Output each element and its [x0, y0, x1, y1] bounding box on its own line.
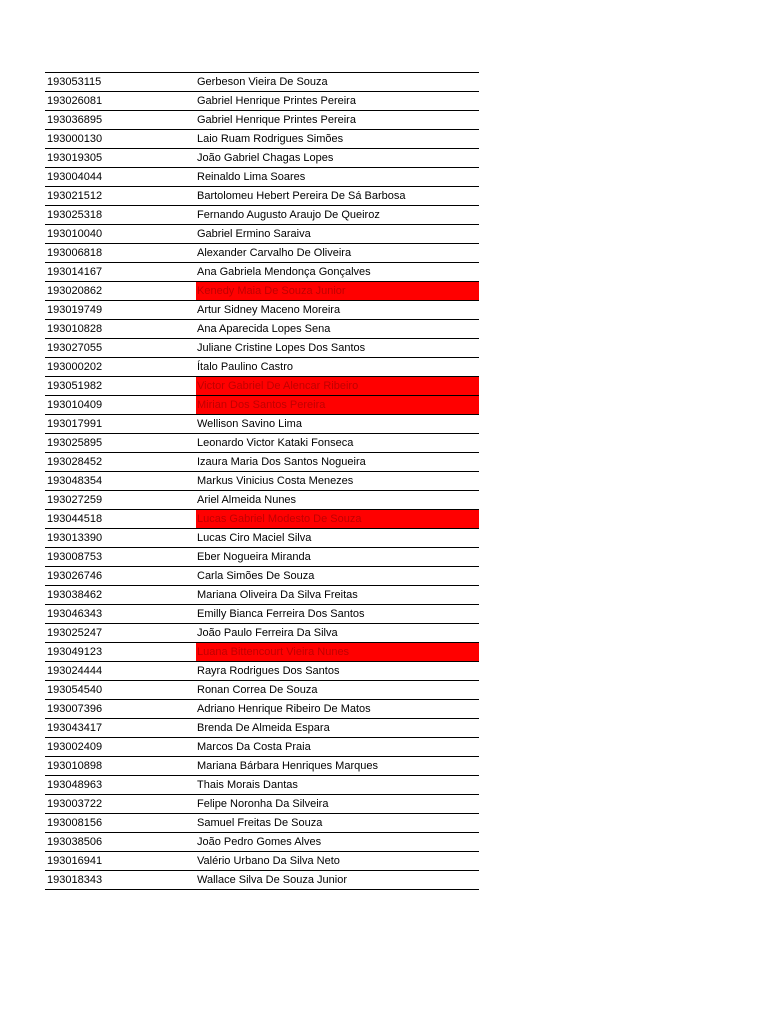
registration-id-cell: 193053115: [47, 76, 102, 88]
student-name-cell: Marcos Da Costa Praia: [197, 741, 311, 753]
student-name-cell: João Pedro Gomes Alves: [197, 836, 322, 848]
student-name-cell: Kenedy Maia De Souza Junior: [196, 282, 479, 300]
table-row: [45, 719, 479, 738]
table-row: [45, 757, 479, 776]
student-name-cell: Gabriel Henrique Printes Pereira: [197, 114, 356, 126]
table-row-highlighted: [45, 643, 479, 662]
table-body: [45, 72, 479, 890]
student-name-cell: Izaura Maria Dos Santos Nogueira: [197, 456, 366, 468]
registration-id-cell: 193019305: [47, 152, 103, 164]
table-row: [45, 548, 479, 567]
registration-id-cell: 193048354: [47, 475, 103, 487]
registration-id-cell: 193010828: [47, 323, 103, 335]
student-list-table: [45, 72, 479, 890]
table-row: [45, 73, 479, 92]
registration-id-cell: 193038506: [47, 836, 103, 848]
registration-id-cell: 193010898: [47, 760, 103, 772]
registration-id-cell: 193010040: [47, 228, 103, 240]
table-row: [45, 320, 479, 339]
registration-id-cell: 193036895: [47, 114, 103, 126]
student-name-cell: Markus Vinicius Costa Menezes: [197, 475, 354, 487]
student-name-cell: Ronan Correa De Souza: [197, 684, 318, 696]
student-name-cell: Emilly Bianca Ferreira Dos Santos: [197, 608, 365, 620]
student-name-cell: Wellison Savino Lima: [197, 418, 302, 430]
table-row: [45, 206, 479, 225]
registration-id-cell: 193021512: [47, 190, 103, 202]
registration-id-cell: 193026746: [47, 570, 103, 582]
table-row: [45, 738, 479, 757]
registration-id-cell: 193043417: [47, 722, 103, 734]
table-row: [45, 92, 479, 111]
registration-id-cell: 193004044: [47, 171, 103, 183]
student-name-cell: Mirian Dos Santos Pereira: [196, 396, 479, 414]
table-row: [45, 491, 479, 510]
student-name-cell: Ana Gabriela Mendonça Gonçalves: [197, 266, 371, 278]
table-row: [45, 700, 479, 719]
table-row: [45, 453, 479, 472]
student-name-cell: Valério Urbano Da Silva Neto: [197, 855, 340, 867]
registration-id-cell: 193019749: [47, 304, 103, 316]
table-row: [45, 814, 479, 833]
registration-id-cell: 193008156: [47, 817, 103, 829]
table-row: [45, 833, 479, 852]
student-name-cell: Carla Simões De Souza: [197, 570, 315, 582]
table-row: [45, 567, 479, 586]
student-name-cell: Rayra Rodrigues Dos Santos: [197, 665, 340, 677]
student-name-cell: Thais Morais Dantas: [197, 779, 298, 791]
table-row: [45, 662, 479, 681]
student-name-cell: Samuel Freitas De Souza: [197, 817, 323, 829]
table-row: [45, 301, 479, 320]
registration-id-cell: 193044518: [47, 513, 103, 525]
student-name-cell: Ana Aparecida Lopes Sena: [197, 323, 331, 335]
student-name-cell: Gabriel Henrique Printes Pereira: [197, 95, 356, 107]
table-row: [45, 605, 479, 624]
student-name-cell: Mariana Oliveira Da Silva Freitas: [197, 589, 358, 601]
table-row-highlighted: [45, 377, 479, 396]
registration-id-cell: 193024444: [47, 665, 103, 677]
student-name-cell: Lucas Ciro Maciel Silva: [197, 532, 312, 544]
table-row: [45, 624, 479, 643]
table-row: [45, 244, 479, 263]
student-name-cell: Fernando Augusto Araujo De Queiroz: [197, 209, 380, 221]
registration-id-cell: 193027259: [47, 494, 103, 506]
registration-id-cell: 193013390: [47, 532, 103, 544]
registration-id-cell: 193008753: [47, 551, 103, 563]
registration-id-cell: 193027055: [47, 342, 103, 354]
registration-id-cell: 193046343: [47, 608, 103, 620]
table-row: [45, 339, 479, 358]
table-row: [45, 681, 479, 700]
registration-id-cell: 193051982: [47, 380, 103, 392]
student-name-cell: Eber Nogueira Miranda: [197, 551, 311, 563]
student-name-cell: Mariana Bárbara Henriques Marques: [197, 760, 378, 772]
student-name-cell: Alexander Carvalho De Oliveira: [197, 247, 352, 259]
registration-id-cell: 193017991: [47, 418, 103, 430]
registration-id-cell: 193020862: [47, 285, 103, 297]
registration-id-cell: 193010409: [47, 399, 103, 411]
student-name-cell: Leonardo Victor Kataki Fonseca: [197, 437, 354, 449]
table-row: [45, 130, 479, 149]
registration-id-cell: 193028452: [47, 456, 103, 468]
student-name-cell: João Gabriel Chagas Lopes: [197, 152, 334, 164]
registration-id-cell: 193000130: [47, 133, 103, 145]
table-row: [45, 472, 479, 491]
table-row-highlighted: [45, 282, 479, 301]
registration-id-cell: 193002409: [47, 741, 103, 753]
student-name-cell: João Paulo Ferreira Da Silva: [197, 627, 338, 639]
student-name-cell: Ítalo Paulino Castro: [197, 361, 293, 373]
student-name-cell: Victor Gabriel De Alencar Ribeiro: [196, 377, 479, 395]
student-name-cell: Lucas Gabriel Modesto De Souza: [196, 510, 479, 528]
table-row: [45, 225, 479, 244]
student-name-cell: Gabriel Ermino Saraiva: [197, 228, 311, 240]
table-row: [45, 168, 479, 187]
table-row: [45, 434, 479, 453]
student-name-cell: Bartolomeu Hebert Pereira De Sá Barbosa: [197, 190, 406, 202]
student-name-cell: Artur Sidney Maceno Moreira: [197, 304, 341, 316]
registration-id-cell: 193006818: [47, 247, 103, 259]
table-row: [45, 415, 479, 434]
registration-id-cell: 193014167: [47, 266, 103, 278]
student-name-cell: Adriano Henrique Ribeiro De Matos: [197, 703, 371, 715]
registration-id-cell: 193025895: [47, 437, 103, 449]
registration-id-cell: 193025247: [47, 627, 103, 639]
registration-id-cell: 193048963: [47, 779, 103, 791]
student-name-cell: Luana Bittencourt Vieira Nunes: [196, 643, 479, 661]
table-row: [45, 776, 479, 795]
registration-id-cell: 193049123: [47, 646, 103, 658]
student-name-cell: Gerbeson Vieira De Souza: [197, 76, 328, 88]
student-name-cell: Wallace Silva De Souza Junior: [197, 874, 347, 886]
registration-id-cell: 193016941: [47, 855, 103, 867]
student-name-cell: Brenda De Almeida Espara: [197, 722, 330, 734]
table-row: [45, 263, 479, 282]
table-row: [45, 111, 479, 130]
table-row: [45, 795, 479, 814]
registration-id-cell: 193025318: [47, 209, 103, 221]
table-row: [45, 149, 479, 168]
table-row-highlighted: [45, 396, 479, 415]
registration-id-cell: 193000202: [47, 361, 103, 373]
registration-id-cell: 193026081: [47, 95, 103, 107]
student-name-cell: Reinaldo Lima Soares: [197, 171, 306, 183]
table-row: [45, 187, 479, 206]
registration-id-cell: 193038462: [47, 589, 103, 601]
student-name-cell: Laio Ruam Rodrigues Simões: [197, 133, 344, 145]
table-row: [45, 358, 479, 377]
registration-id-cell: 193018343: [47, 874, 103, 886]
table-row: [45, 586, 479, 605]
student-name-cell: Ariel Almeida Nunes: [197, 494, 297, 506]
table-row-highlighted: [45, 510, 479, 529]
registration-id-cell: 193003722: [47, 798, 103, 810]
table-row: [45, 529, 479, 548]
table-row: [45, 871, 479, 890]
student-name-cell: Felipe Noronha Da Silveira: [197, 798, 329, 810]
student-name-cell: Juliane Cristine Lopes Dos Santos: [197, 342, 366, 354]
table-row: [45, 852, 479, 871]
registration-id-cell: 193007396: [47, 703, 103, 715]
registration-id-cell: 193054540: [47, 684, 103, 696]
